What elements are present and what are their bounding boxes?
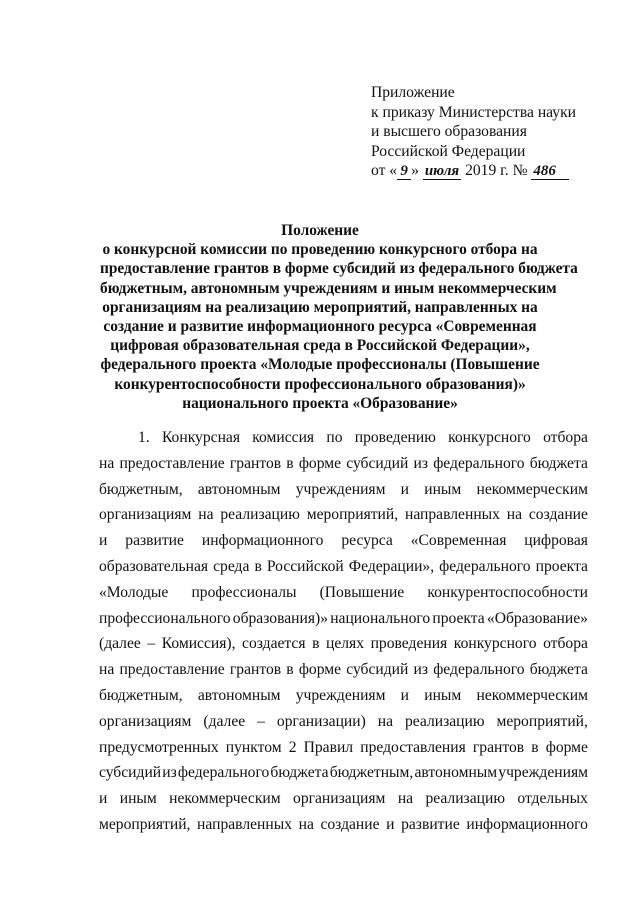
appendix-block	[371, 83, 611, 181]
title-line: о конкурсной комиссии по проведению конкурсного отбора на	[102, 241, 538, 259]
body-word: учреждениям	[295, 480, 386, 498]
body-word: –	[257, 712, 265, 730]
date-mid: »	[411, 162, 419, 179]
body-word: отбора	[543, 635, 588, 653]
body-word: иным	[424, 480, 462, 498]
body-word: Правил	[303, 738, 354, 756]
body-word: автономным	[414, 764, 498, 782]
body-word: предусмотренных	[99, 738, 219, 756]
body-line	[99, 686, 588, 712]
body-word: на	[298, 815, 314, 833]
body-word: организациям	[293, 790, 386, 808]
body-word: организациям	[99, 712, 192, 730]
order-number-handwritten: 486	[531, 164, 569, 180]
body-word: проекта	[432, 609, 485, 627]
body-word: цифровая	[524, 532, 588, 550]
body-word: и	[386, 815, 395, 833]
body-word: субсидий	[346, 661, 409, 679]
body-word: форме	[298, 661, 342, 679]
body-word: в	[254, 557, 262, 575]
document-title	[100, 221, 578, 413]
body-word: 2	[288, 738, 297, 756]
date-prefix: от «	[371, 162, 398, 179]
body-line	[99, 557, 588, 583]
body-word: (далее	[99, 635, 141, 653]
body-word: федерального	[439, 557, 531, 575]
body-word: из	[413, 454, 429, 472]
body-word: форме	[298, 454, 342, 472]
body-word: бюджета	[529, 661, 588, 679]
body-word: в	[286, 661, 294, 679]
title-line: национального проекта «Образование»	[182, 394, 458, 412]
body-word: Комиссия),	[161, 635, 236, 653]
body-word: форме	[545, 738, 588, 756]
body-line	[99, 789, 588, 815]
body-word: и	[99, 790, 108, 808]
body-word: и	[400, 686, 410, 704]
body-word: Федерации»,	[348, 557, 435, 575]
body-word: иным	[119, 790, 157, 808]
body-word: на	[397, 790, 414, 808]
body-word: федерального	[433, 661, 525, 679]
body-word: образовательная	[99, 557, 209, 575]
body-word: мероприятий,	[99, 815, 191, 833]
body-word: мероприятий,	[306, 506, 399, 524]
body-word: ресурса	[341, 532, 393, 550]
body-word: проведения	[370, 635, 448, 653]
body-word: некоммерческим	[476, 686, 588, 704]
body-line	[99, 583, 588, 609]
body-word: национального	[330, 609, 431, 627]
body-line	[99, 634, 588, 660]
body-word: «Образование»	[486, 609, 588, 627]
body-word: конкурентоспособности	[427, 583, 588, 601]
body-word: субсидий	[99, 764, 162, 782]
body-word: профессионального	[99, 609, 231, 627]
body-word: организации)	[276, 712, 366, 730]
body-word: грантов	[229, 661, 282, 679]
body-word: отдельных	[517, 790, 588, 808]
body-word: федерального	[433, 454, 525, 472]
body-word: предоставление	[119, 661, 225, 679]
body-word: бюджета	[529, 454, 588, 472]
appendix-date-line	[371, 161, 611, 181]
body-word: проведению	[354, 429, 436, 446]
body-word: направленных	[197, 815, 292, 833]
body-word: по	[326, 429, 343, 446]
appendix-label: Приложение	[371, 84, 455, 101]
body-word: мероприятий,	[496, 712, 588, 730]
body-word: информационного	[201, 532, 324, 550]
body-line	[99, 454, 588, 480]
date-month-handwritten: июля	[424, 163, 460, 179]
body-word: на	[377, 712, 394, 730]
body-word: Российской	[266, 557, 344, 575]
body-word: на	[506, 506, 523, 524]
body-word: и	[400, 480, 410, 498]
body-word: из	[413, 661, 429, 679]
title-heading: Положение	[281, 222, 359, 239]
body-word: создание	[528, 506, 588, 524]
body-line	[99, 763, 588, 789]
body-word: федерального	[177, 764, 270, 782]
body-word: автономным	[197, 686, 281, 704]
appendix-order-ref: к приказу Министерства науки	[371, 103, 577, 121]
body-word: проекта	[535, 557, 588, 575]
body-word: конкурсного	[453, 635, 537, 653]
body-word: –	[147, 635, 156, 653]
body-word: на	[198, 506, 214, 524]
body-line	[99, 712, 588, 738]
body-word: целях	[326, 635, 365, 653]
body-word: «Молодые	[99, 583, 169, 601]
body-line	[99, 428, 588, 454]
body-line	[99, 480, 588, 506]
body-word: бюджетным,	[99, 480, 183, 498]
title-line: бюджетным, автономным учреждениям и иным некоммерческим	[100, 279, 557, 297]
title-line: создание и развитие информационного ресурса «Современная	[103, 318, 537, 336]
body-word: реализацию	[220, 506, 300, 524]
body-word: бюджета	[270, 764, 329, 782]
body-word: пунктом	[225, 738, 282, 756]
body-word: иным	[424, 686, 462, 704]
title-line: организациям на реализацию мероприятий, направленных на	[102, 298, 538, 316]
body-word: организациям	[99, 506, 192, 524]
body-word: профессионалы	[191, 583, 297, 601]
body-line	[99, 815, 588, 841]
body-word: на	[99, 661, 115, 679]
body-word: учреждениям	[498, 764, 588, 782]
body-word: реализацию	[425, 790, 505, 808]
body-word: субсидий	[346, 454, 409, 472]
appendix-ministry: и высшего образования	[371, 123, 527, 140]
body-word: и	[99, 532, 108, 550]
body-word: (Повышение	[319, 583, 405, 601]
body-word: реализацию	[405, 712, 485, 730]
body-word: грантов	[472, 738, 525, 756]
title-line: конкурентоспособности профессионального образования)»	[114, 375, 526, 393]
body-word: развитие	[401, 815, 460, 833]
body-word: «Современная	[410, 532, 507, 550]
body-word: грантов	[229, 454, 282, 472]
body-word: бюджетным,	[99, 686, 183, 704]
body-paragraph	[99, 428, 588, 841]
body-word: некоммерческим	[169, 790, 281, 808]
title-line: федерального проекта «Молодые профессионалы (Повышение	[100, 356, 540, 374]
body-word: учреждениям	[295, 686, 386, 704]
body-word: в	[531, 738, 539, 756]
body-word: образования)»	[232, 609, 329, 627]
body-word: 1.	[138, 429, 150, 446]
body-word: на	[99, 454, 115, 472]
body-word: Конкурсная	[161, 429, 241, 446]
body-line	[99, 609, 588, 635]
date-year: 2019 г. №	[465, 162, 528, 179]
body-word: направленных	[404, 506, 500, 524]
body-line	[99, 660, 588, 686]
body-word: некоммерческим	[476, 480, 588, 498]
body-word: отбора	[543, 429, 588, 446]
appendix-country: Российской Федерации	[371, 142, 526, 160]
body-word: информационного	[466, 815, 588, 833]
body-line	[99, 531, 588, 557]
body-word: бюджетным,	[329, 764, 414, 782]
body-word: создание	[320, 815, 380, 833]
body-word: развитие	[125, 532, 184, 550]
date-day-handwritten: 9	[397, 164, 411, 180]
body-word: автономным	[197, 480, 281, 498]
body-line	[99, 505, 588, 531]
title-line: цифровая образовательная среда в Российской Федерации»,	[110, 337, 530, 355]
body-word: предоставления	[360, 738, 466, 756]
title-line: предоставление грантов в форме субсидий из федерального бюджета	[100, 260, 578, 278]
body-word: конкурсного	[448, 429, 531, 446]
body-word: создается	[242, 635, 306, 653]
body-word: предоставление	[119, 454, 225, 472]
body-word: комиссия	[252, 429, 315, 446]
body-word: в	[312, 635, 320, 653]
body-word: в	[286, 454, 294, 472]
body-line	[99, 738, 588, 764]
body-word: среда	[213, 557, 250, 575]
body-word: (далее	[203, 712, 246, 730]
body-word: из	[162, 764, 177, 782]
